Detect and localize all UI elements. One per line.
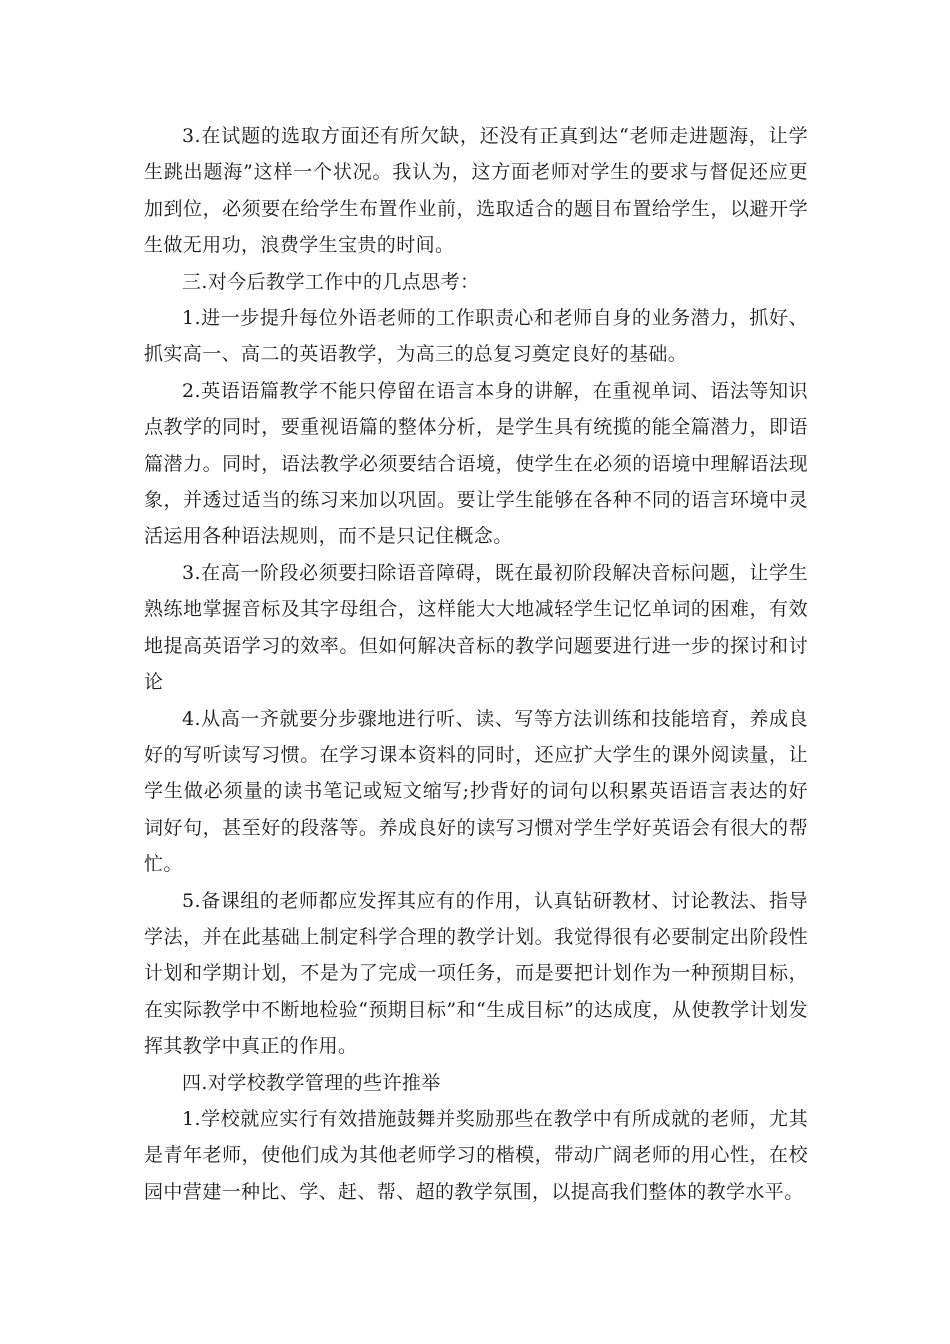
paragraph-thought-1: 1.进一步提升每位外语老师的工作职责心和老师自身的业务潜力，抓好、抓实高一、高二的英语教学，为高三的总复习奠定良好的基础。 xyxy=(144,307,808,366)
document-body xyxy=(144,118,808,1210)
section-heading-school-management: 四.对学校教学管理的些许推举 xyxy=(182,1071,441,1094)
paragraph-thought-3: 3.在高一阶段必须要扫除语音障碍，既在最初阶段解决音标问题，让学生熟练地掌握音标及其字母组合，这样能大大地减轻学生记忆单词的困难，有效地提高英语学习的效率。但如何解决音标的教学问题要进行进一步的探讨和讨论 xyxy=(144,561,808,694)
paragraph-thought-2: 2.英语语篇教学不能只停留在语言本身的讲解，在重视单词、语法等知识点教学的同时，要重视语篇的整体分析，是学生具有统揽的能全篇潜力，即语篇潜力。同时，语法教学必须要结合语境，使学生在必须的语境中理解语法现象，并透过适当的练习来加以巩固。要让学生能够在各种不同的语言环境中灵活运用各种语法规则，而不是只记住概念。 xyxy=(144,379,808,548)
paragraph-test-selection: 3.在试题的选取方面还有所欠缺，还没有正真到达“老师走进题海，让学生跳出题海”这样一个状况。我认为，这方面老师对学生的要求与督促还应更加到位，必须要在给学生布置作业前，选取适合的题目布置给学生，以避开学生做无用功，浪费学生宝贵的时间。 xyxy=(144,125,808,257)
paragraph-thought-5: 5.备课组的老师都应发挥其应有的作用，认真钻研教材、讨论教法、指导学法，并在此基础上制定科学合理的教学计划。我觉得很有必要制定出阶段性计划和学期计划，不是为了完成一项任务，而是要把计划作为一种预期目标，在实际教学中不断地检验“预期目标”和“生成目标”的达成度，从使教学计划发挥其教学中真正的作用。 xyxy=(144,889,808,1058)
section-heading-future-thoughts: 三.对今后教学工作中的几点思考： xyxy=(182,270,480,293)
paragraph-thought-4: 4.从高一齐就要分步骤地进行听、读、写等方法训练和技能培育，养成良好的写听读写习惯。在学习课本资料的同时，还应扩大学生的课外阅读量，让学生做必须量的读书笔记或短文缩写;抄背好的词句以积累英语语言表达的好词好句，甚至好的段落等。养成良好的读写习惯对学生学好英语会有很大的帮忙。 xyxy=(144,707,808,876)
paragraph-suggestion-1: 1.学校就应实行有效措施鼓舞并奖励那些在教学中有所成就的老师，尤其是青年老师，使他们成为其他老师学习的楷模，带动广阔老师的用心性，在校园中营建一种比、学、赶、帮、超的教学氛围，以提高我们整体的教学水平。 xyxy=(144,1107,808,1203)
